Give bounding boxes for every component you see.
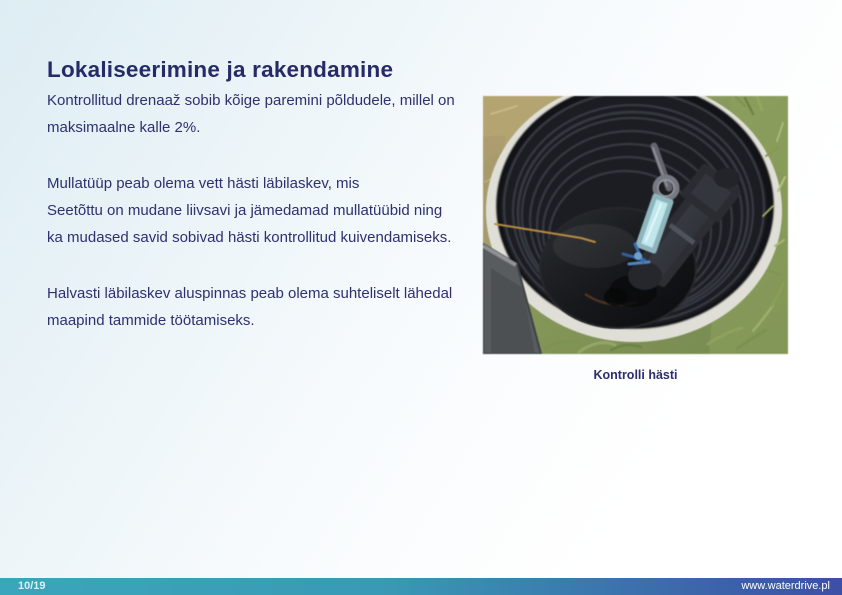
text-line: Mullatüüp peab olema vett hästi läbilaskev, mis [47, 175, 360, 192]
text-line: Halvasti läbilaskev aluspinnas peab olema suhteliselt lähedal [47, 285, 453, 302]
body-text [47, 87, 477, 363]
text-line: Seetõttu on mudane liivsavi ja jämedamad mullatüübid ning [47, 202, 443, 219]
paragraph [47, 280, 477, 334]
text-line: Kontrollitud drenaaž sobib kõige paremini põldudele, millel on [47, 92, 455, 109]
text-line: ka mudased savid sobivad hästi kontrollitud kuivendamiseks. [47, 229, 452, 246]
paragraph [47, 170, 477, 251]
photo-scene [483, 96, 788, 354]
footer-bar [0, 578, 842, 595]
page-number: 10/19 [18, 580, 46, 592]
paragraph [47, 87, 477, 141]
text-line: maksimaalne kalle 2%. [47, 119, 201, 136]
page-title: Lokaliseerimine ja rakendamine [47, 57, 394, 83]
text-line: maapind tammide töötamiseks. [47, 312, 255, 329]
drainage-well-photo [483, 96, 788, 354]
website-url: www.waterdrive.pl [741, 580, 830, 592]
photo-caption: Kontrolli hästi [593, 368, 678, 382]
